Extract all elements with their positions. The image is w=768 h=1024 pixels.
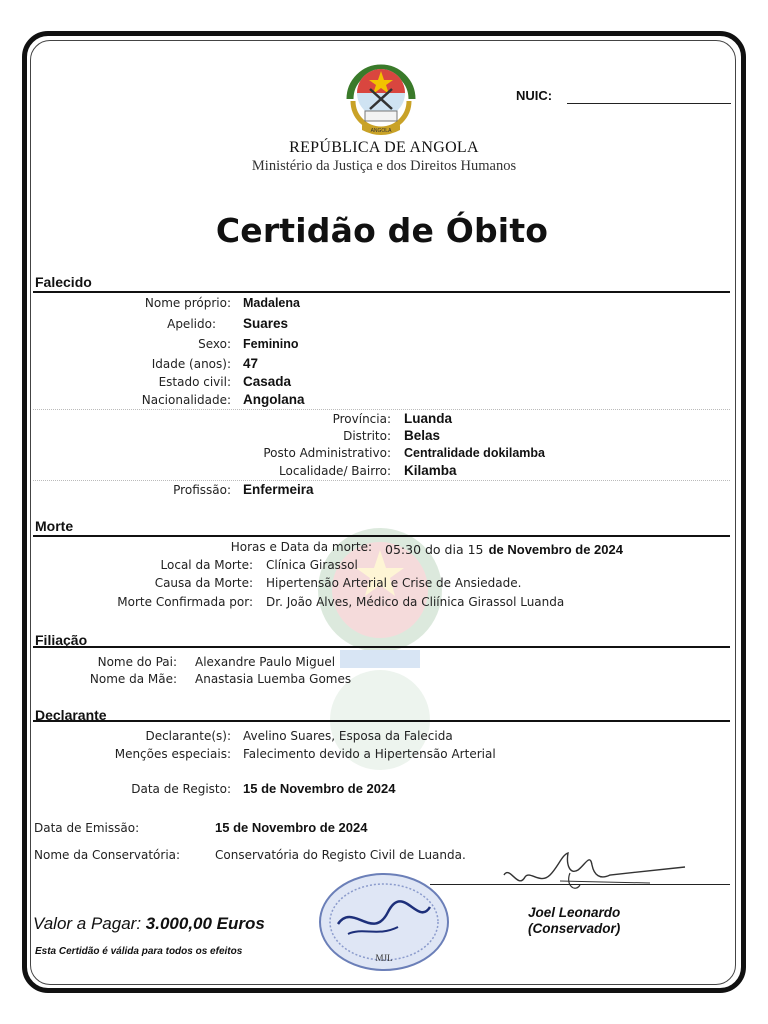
localidade-value: Kilamba xyxy=(404,463,457,478)
stamp-text: MJL xyxy=(375,953,393,963)
distrito-label: Distrito: xyxy=(343,429,391,443)
nome-mae-label: Nome da Mãe: xyxy=(89,672,177,686)
mencoes-especiais-value: Falecimento devido a Hipertensão Arterial xyxy=(243,747,496,761)
provincia-value: Luanda xyxy=(404,411,453,426)
nome-proprio-label: Nome próprio: xyxy=(144,296,231,310)
nome-pai-value: Alexandre Paulo Miguel xyxy=(195,655,336,669)
republic-heading: REPÚBLICA DE ANGOLA xyxy=(289,139,479,156)
section-declarante-rule xyxy=(33,720,730,722)
causa-morte-label: Causa da Morte: xyxy=(154,576,253,590)
conservador-signature xyxy=(500,845,690,895)
section-filiacao-title: Filiação xyxy=(35,632,88,648)
nuic-field-line xyxy=(567,103,731,104)
causa-morte-value: Hipertensão Arterial e Crise de Ansiedade. xyxy=(266,576,522,590)
official-stamp xyxy=(318,872,450,972)
validity-note: Esta Certidão é válida para todos os efeitos xyxy=(35,946,243,957)
declarantes-value: Avelino Suares, Esposa da Falecida xyxy=(243,729,453,743)
estado-civil-value: Casada xyxy=(243,374,292,389)
posto-administrativo-label: Posto Administrativo: xyxy=(263,446,391,460)
nome-pai-label: Nome do Pai: xyxy=(97,655,177,669)
estado-civil-label: Estado civil: xyxy=(158,375,231,389)
section-filiacao-rule xyxy=(33,646,730,648)
valor-label: Valor a Pagar: xyxy=(33,914,142,933)
valor-a-pagar xyxy=(33,914,265,934)
localidade-label: Localidade/ Bairro: xyxy=(279,464,391,478)
signature-line xyxy=(430,884,730,885)
angola-coat-of-arms-emblem xyxy=(340,51,422,139)
sexo-value: Feminino xyxy=(243,337,299,351)
idade-value: 47 xyxy=(243,356,259,371)
nome-mae-value: Anastasia Luemba Gomes xyxy=(195,672,352,686)
conservador-role: (Conservador) xyxy=(528,921,621,936)
emblem-text: ANGOLA xyxy=(370,128,392,134)
document-title: Certidão de Óbito xyxy=(215,211,549,250)
data-emissao-value: 15 de Novembro de 2024 xyxy=(215,820,368,835)
conservador-name: Joel Leonardo xyxy=(528,905,621,920)
morte-confirmada-value: Dr. João Alves, Médico da Cliínica Girassol Luanda xyxy=(266,595,565,609)
valor-value: 3.000,00 Euros xyxy=(145,914,265,933)
posto-administrativo-value: Centralidade dokilamba xyxy=(404,446,546,460)
conservador-block xyxy=(528,905,620,937)
horas-data-value-bold: de Novembro de 2024 xyxy=(488,542,623,557)
section-falecido-title: Falecido xyxy=(35,274,92,290)
local-morte-value: Clínica Girassol xyxy=(266,558,358,572)
idade-label: Idade (anos): xyxy=(151,357,231,371)
section-falecido-rule xyxy=(33,291,730,293)
section-morte-title: Morte xyxy=(35,518,74,534)
localidade-divider xyxy=(33,480,730,481)
nome-proprio-value: Madalena xyxy=(243,296,300,310)
conservatoria-label: Nome da Conservatória: xyxy=(34,848,181,862)
data-emissao-label: Data de Emissão: xyxy=(34,821,140,835)
section-morte-rule xyxy=(33,535,730,537)
certificate-inner-border xyxy=(30,40,736,985)
horas-data-value-plain: 05:30 do dia 15 xyxy=(385,542,484,557)
horas-data-value xyxy=(385,539,623,558)
apelido-label: Apelido: xyxy=(167,317,216,331)
mencoes-especiais-label: Menções especiais: xyxy=(114,747,231,761)
profissao-value: Enfermeira xyxy=(243,482,314,497)
nacionalidade-value: Angolana xyxy=(243,392,305,407)
provincia-label: Província: xyxy=(332,412,391,426)
sexo-label: Sexo: xyxy=(198,337,231,351)
conservatoria-value: Conservatória do Registo Civil de Luanda. xyxy=(215,848,466,862)
morte-confirmada-label: Morte Confirmada por: xyxy=(117,595,253,609)
declarantes-label: Declarante(s): xyxy=(145,729,231,743)
data-registo-label: Data de Registo: xyxy=(131,782,231,796)
falecido-divider xyxy=(33,409,730,410)
horas-data-label: Horas e Data da morte: xyxy=(230,540,372,554)
local-morte-label: Local da Morte: xyxy=(160,558,253,572)
apelido-value: Suares xyxy=(243,316,289,331)
section-declarante-title: Declarante xyxy=(35,707,107,723)
nacionalidade-label: Nacionalidade: xyxy=(141,393,231,407)
ministry-heading: Ministério da Justiça e dos Direitos Humanos xyxy=(251,158,517,174)
nuic-label: NUIC: xyxy=(516,88,553,103)
profissao-label: Profissão: xyxy=(173,483,231,497)
data-registo-value: 15 de Novembro de 2024 xyxy=(243,781,396,796)
distrito-value: Belas xyxy=(404,428,441,443)
